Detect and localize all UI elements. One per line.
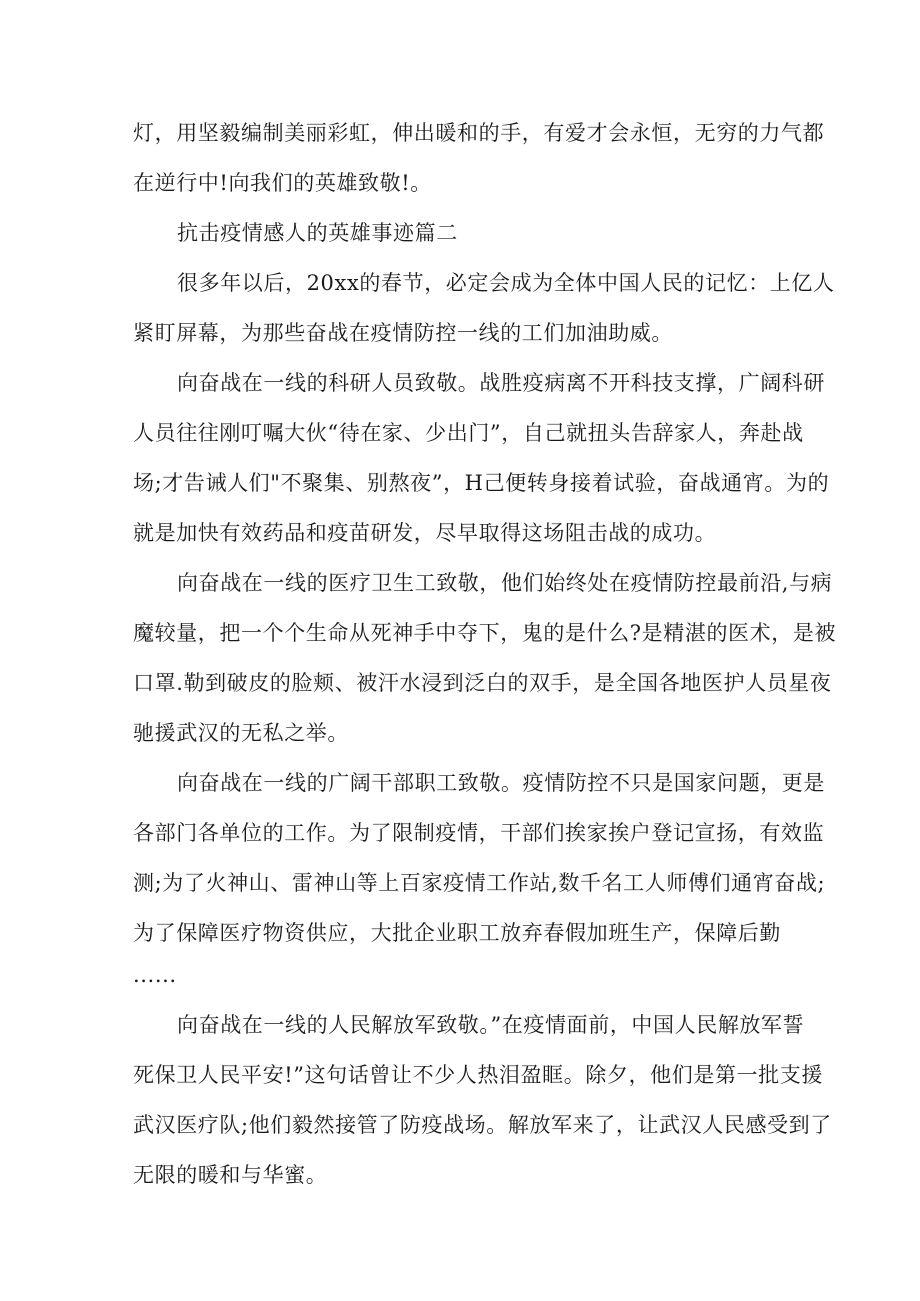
paragraph-line: 死保卫人民平安!”这句话曾让不少人热泪盈眶。除夕，他们是第一批支援 [133,1063,823,1087]
paragraph-line: 口罩.勒到破皮的脸颊、被汗水浸到泛白的双手，是全国各地医护人员星夜 [133,671,832,695]
paragraph-line: 在逆行中!向我们的英雄致敬!。 [133,171,432,195]
paragraph-line: 很多年以后，20xx的春节，必定会成为全体中国人民的记忆：上亿人 [177,271,835,295]
paragraph-line: 紧盯屏幕，为那些奋战在疫情防控一线的工们加油助威。 [133,321,673,345]
paragraph-line: 魔较量，把一个个生命从死神手中夺下，鬼的是什么?是精湛的医术，是被 [133,621,837,645]
paragraph-line: 向奋战在一线的科研人员致敬。战胜疫病离不开科技支撑，广阔科研 [177,371,825,395]
section-heading: 抗击疫情感人的英雄事迹篇二 [177,221,458,245]
paragraph-line: 驰援武汉的无私之举。 [133,721,349,745]
paragraph-line: 向奋战在一线的人民解放军致敬。”在疫情面前，中国人民解放军誓 [177,1013,805,1037]
paragraph-line: 人员往往刚叮嘱大伙“待在家、少出门”，自己就扭头告辞家人，奔赴战 [133,421,804,445]
paragraph-line: 向奋战在一线的广阔干部职工致敬。疫情防控不只是国家问题，更是 [177,771,825,795]
paragraph-line: 测;为了火神山、雷神山等上百家疫情工作站,数千名工人师傅们通宵奋战; [133,871,826,895]
ellipsis-line: ...... [133,963,177,987]
paragraph-line: 场;才告诫人们"不聚集、别熬夜”，H己便转身接着试验，奋战通宵。为的 [133,471,830,495]
paragraph-line: 武汉医疗队;他们毅然接管了防疫战场。解放军来了，让武汉人民感受到了 [133,1113,832,1137]
paragraph-line: 各部门各单位的工作。为了限制疫情，干部们挨家挨户登记宣扬，有效监 [133,821,825,845]
paragraph-line: 灯，用坚毅编制美丽彩虹，伸出暖和的手，有爱才会永恒，无穷的力气都 [133,121,825,145]
paragraph-line: 就是加快有效药品和疫苗研发，尽早取得这场阻击战的成功。 [133,521,717,545]
paragraph-line: 无限的暖和与华蜜。 [133,1163,328,1187]
paragraph-line: 向奋战在一线的医疗卫生工致敬，他们始终处在疫情防控最前沿,与病 [177,571,833,595]
paragraph-line: 为了保障医疗物资供应，大批企业职工放弃春假加班生产，保障后勤 [133,921,781,945]
